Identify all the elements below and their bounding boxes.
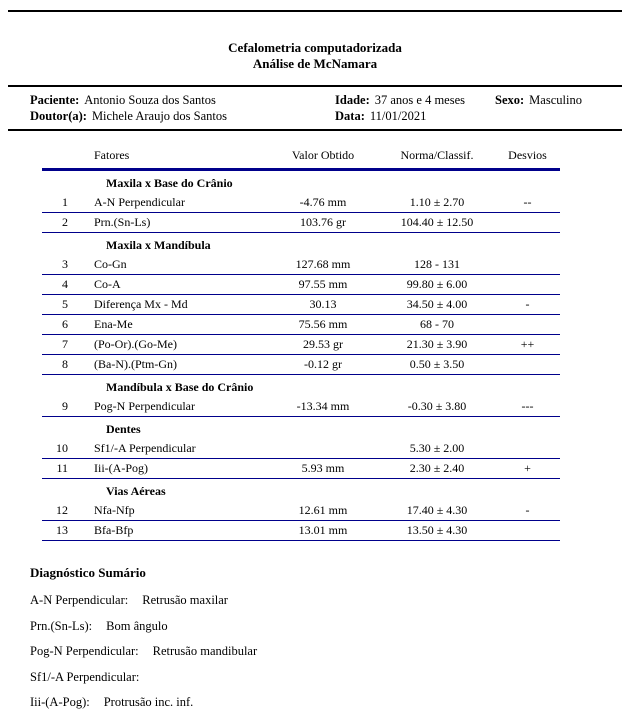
factor-name: Nfa-Nfp: [94, 503, 135, 517]
factor-norm: 21.30 ± 3.90: [406, 337, 468, 351]
section-row: [42, 233, 560, 256]
factor-row: [42, 459, 560, 479]
section-title: Dentes: [106, 422, 141, 436]
factor-deviation: --: [523, 195, 532, 209]
patient-name-field: [30, 92, 335, 108]
factor-number: 4: [62, 277, 68, 291]
factor-number: 5: [62, 297, 68, 311]
factor-row: [42, 439, 560, 459]
diagnosis-item-label: Sf1/-A Perpendicular:: [30, 669, 140, 684]
factor-norm: 34.50 ± 4.00: [406, 297, 468, 311]
factor-row: [42, 315, 560, 335]
report-title: Cefalometria computadorizada: [228, 40, 402, 55]
title-block: [0, 40, 630, 72]
patient-age-label: Idade:: [335, 93, 370, 107]
header-valor-obtido: Valor Obtido: [291, 148, 355, 162]
factor-row: [42, 355, 560, 375]
factor-deviation: [495, 439, 560, 459]
factor-number: 13: [56, 523, 68, 537]
factor-name: Pog-N Perpendicular: [94, 399, 195, 413]
factor-row: [42, 295, 560, 315]
factor-deviation: [495, 315, 560, 335]
factor-name: Iii-(A-Pog): [94, 461, 148, 475]
factor-norm: 1.10 ± 2.70: [409, 195, 465, 209]
factor-deviation: [495, 521, 560, 541]
section-title: Maxila x Base do Crânio: [106, 176, 233, 190]
factor-norm: 99.80 ± 6.00: [406, 277, 468, 291]
factor-deviation: [495, 213, 560, 233]
diagnosis-item-label: Prn.(Sn-Ls):: [30, 618, 93, 633]
factor-obtained-value: 13.01 mm: [298, 523, 348, 537]
diagnosis-item-value: Retrusão mandibular: [152, 644, 258, 658]
factor-deviation: -: [525, 503, 530, 517]
factor-deviation: ++: [520, 337, 535, 351]
factor-name: Diferença Mx - Md: [94, 297, 188, 311]
report-subtitle: Análise de McNamara: [252, 56, 378, 71]
factor-name: A-N Perpendicular: [94, 195, 185, 209]
diagnosis-item-value: Bom ângulo: [106, 618, 168, 633]
patient-sex-label: Sexo:: [495, 93, 525, 107]
factor-obtained-value: 127.68 mm: [295, 257, 351, 271]
diagnosis-section: [30, 565, 630, 709]
factor-number: 7: [62, 337, 68, 351]
header-desvios: Desvios: [508, 148, 547, 162]
factor-row: [42, 193, 560, 213]
patient-name-value: Antonio Souza dos Santos: [84, 93, 216, 107]
factor-norm: 13.50 ± 4.30: [406, 523, 468, 537]
patient-info-spacer: [495, 108, 622, 124]
factor-row: [42, 213, 560, 233]
top-divider: [8, 10, 622, 12]
date-value: 11/01/2021: [369, 109, 427, 123]
factor-deviation: ---: [521, 399, 534, 413]
factor-row: [42, 501, 560, 521]
diagnosis-list: [30, 594, 630, 709]
factor-number: 3: [62, 257, 68, 271]
factor-deviation: +: [524, 461, 531, 475]
diagnosis-item-value: Retrusão maxilar: [142, 593, 228, 607]
factor-obtained-value: 103.76 gr: [300, 215, 346, 229]
factor-number: 11: [56, 461, 68, 475]
factor-obtained-value: [267, 439, 379, 459]
factor-obtained-value: 97.55 mm: [298, 277, 348, 291]
factor-name: Co-A: [94, 277, 121, 291]
doctor-label: Doutor(a):: [30, 109, 87, 123]
section-number-spacer: [42, 170, 68, 194]
factor-name: Bfa-Bfp: [94, 523, 134, 537]
factor-obtained-value: -13.34 mm: [296, 399, 350, 413]
diagnosis-item: [30, 696, 630, 709]
factor-number: 12: [56, 503, 68, 517]
factor-obtained-value: 75.56 mm: [298, 317, 348, 331]
factor-obtained-value: -4.76 mm: [299, 195, 347, 209]
factor-row: [42, 397, 560, 417]
factor-norm: 2.30 ± 2.40: [409, 461, 465, 475]
diagnosis-item-value: Protrusão inc. inf.: [103, 695, 194, 709]
factor-obtained-value: 30.13: [309, 297, 337, 311]
section-title: Vias Aéreas: [106, 484, 166, 498]
factor-row: [42, 335, 560, 355]
diagnosis-item: [30, 671, 630, 684]
patient-name-label: Paciente:: [30, 93, 80, 107]
factor-norm: 17.40 ± 4.30: [406, 503, 468, 517]
factor-obtained-value: -0.12 gr: [304, 357, 342, 371]
factors-table: [42, 145, 560, 541]
section-number-spacer: [42, 375, 68, 398]
factor-norm: 0.50 ± 3.50: [409, 357, 465, 371]
factor-deviation: [495, 275, 560, 295]
factor-number: 8: [62, 357, 68, 371]
factor-row: [42, 521, 560, 541]
factor-number: 6: [62, 317, 68, 331]
factors-header-row: [42, 145, 560, 170]
factor-row: [42, 275, 560, 295]
diagnosis-item-label: Pog-N Perpendicular:: [30, 644, 139, 658]
section-number-spacer: [42, 233, 68, 256]
factor-deviation: [495, 355, 560, 375]
section-row: [42, 375, 560, 398]
factor-name: Ena-Me: [94, 317, 133, 331]
factors-table-body: [42, 170, 560, 541]
patient-age-field: [335, 92, 495, 108]
factor-name: (Po-Or).(Go-Me): [94, 337, 177, 351]
header-fatores: Fatores: [94, 148, 130, 162]
section-row: [42, 170, 560, 194]
patient-info-block: [0, 87, 630, 129]
section-title: Maxila x Mandíbula: [106, 238, 211, 252]
section-row: [42, 417, 560, 440]
patient-sex-field: [495, 92, 622, 108]
diagnosis-item-label: A-N Perpendicular:: [30, 593, 129, 607]
factor-obtained-value: 29.53 gr: [303, 337, 343, 351]
diagnosis-item: [30, 645, 630, 658]
doctor-value: Michele Araujo dos Santos: [91, 109, 227, 123]
factor-obtained-value: 5.93 mm: [301, 461, 345, 475]
factor-obtained-value: 12.61 mm: [298, 503, 348, 517]
patient-info-row-1: [30, 92, 622, 108]
factor-deviation: [495, 255, 560, 275]
cephalometry-report-page: [0, 10, 630, 709]
doctor-field: [30, 108, 335, 124]
diagnosis-item-label: Iii-(A-Pog):: [30, 695, 90, 709]
patient-age-value: 37 anos e 4 meses: [374, 93, 465, 107]
factor-name: Prn.(Sn-Ls): [94, 215, 151, 229]
factor-norm: 104.40 ± 12.50: [400, 215, 474, 229]
factor-norm: 128 - 131: [414, 257, 460, 271]
factor-number: 9: [62, 399, 68, 413]
factor-norm: 68 - 70: [420, 317, 454, 331]
date-label: Data:: [335, 109, 365, 123]
header-norma-classif: Norma/Classif.: [400, 148, 474, 162]
factor-name: (Ba-N).(Ptm-Gn): [94, 357, 177, 371]
factor-number: 1: [62, 195, 68, 209]
date-field: [335, 108, 495, 124]
header-number-spacer: [42, 145, 68, 170]
factor-name: Sf1/-A Perpendicular: [94, 441, 196, 455]
section-number-spacer: [42, 479, 68, 502]
patient-bottom-divider: [8, 129, 622, 131]
diagnosis-item: [30, 594, 630, 607]
factor-row: [42, 255, 560, 275]
section-title: Mandíbula x Base do Crânio: [106, 380, 254, 394]
factor-name: Co-Gn: [94, 257, 127, 271]
diagnosis-item: [30, 620, 630, 633]
section-row: [42, 479, 560, 502]
factor-deviation: -: [525, 297, 530, 311]
patient-sex-value: Masculino: [529, 93, 582, 107]
factor-number: 2: [62, 215, 68, 229]
factor-norm: 5.30 ± 2.00: [409, 441, 465, 455]
diagnosis-title: Diagnóstico Sumário: [30, 565, 146, 580]
factor-norm: -0.30 ± 3.80: [407, 399, 467, 413]
section-number-spacer: [42, 417, 68, 440]
factor-number: 10: [56, 441, 68, 455]
patient-info-row-2: [30, 108, 622, 124]
